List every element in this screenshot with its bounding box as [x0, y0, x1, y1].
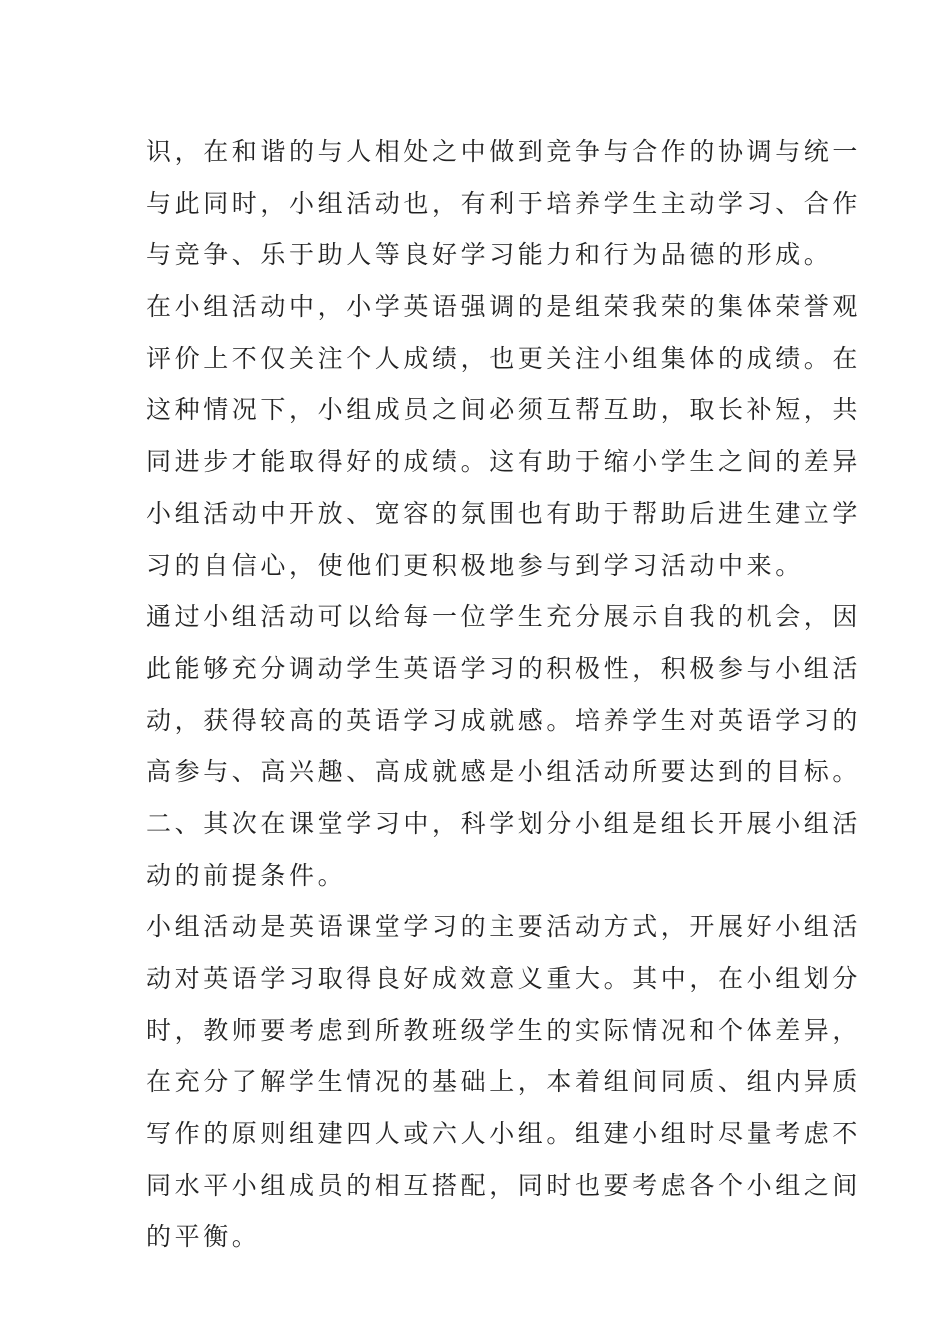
text-line: 同进步才能取得好的成绩。这有助于缩小学生之间的差异 [146, 447, 862, 477]
body-text [146, 126, 862, 1263]
text-line: 同水平小组成员的相互搭配，同时也要考虑各个小组之间 [146, 1170, 862, 1200]
text-line: 这种情况下，小组成员之间必须互帮互助，取长补短，共 [146, 395, 862, 425]
text-line: 动的前提条件。 [146, 860, 347, 890]
text-line: 评价上不仅关注个人成绩，也更关注小组集体的成绩。在 [146, 343, 862, 373]
text-line: 二、其次在课堂学习中，科学划分小组是组长开展小组活 [146, 808, 862, 838]
text-line: 写作的原则组建四人或六人小组。组建小组时尽量考虑不 [146, 1119, 862, 1149]
text-line: 动，获得较高的英语学习成就感。培养学生对英语学习的 [146, 705, 862, 735]
text-line: 与竞争、乐于助人等良好学习能力和行为品德的形成。 [146, 240, 833, 270]
text-line: 高参与、高兴趣、高成就感是小组活动所要达到的目标。 [146, 757, 862, 787]
text-line: 在充分了解学生情况的基础上，本着组间同质、组内异质 [146, 1067, 862, 1097]
text-line: 小组活动中开放、宽容的氛围也有助于帮助后进生建立学 [146, 498, 862, 528]
text-line: 时，教师要考虑到所教班级学生的实际情况和个体差异， [146, 1015, 862, 1045]
text-line: 在小组活动中，小学英语强调的是组荣我荣的集体荣誉观 [146, 292, 862, 322]
text-line: 动对英语学习取得良好成效意义重大。其中，在小组划分 [146, 964, 862, 993]
text-line: 通过小组活动可以给每一位学生充分展示自我的机会，因 [146, 602, 862, 632]
text-line: 小组活动是英语课堂学习的主要活动方式，开展好小组活 [146, 912, 862, 942]
text-line: 识，在和谐的与人相处之中做到竞争与合作的协调与统一 [146, 137, 862, 166]
text-line: 此能够充分调动学生英语学习的积极性，积极参与小组活 [146, 653, 862, 683]
text-line: 与此同时，小组活动也，有利于培养学生主动学习、合作 [146, 188, 862, 218]
text-line: 习的自信心，使他们更积极地参与到学习活动中来。 [146, 550, 804, 580]
text-line: 的平衡。 [146, 1222, 261, 1252]
